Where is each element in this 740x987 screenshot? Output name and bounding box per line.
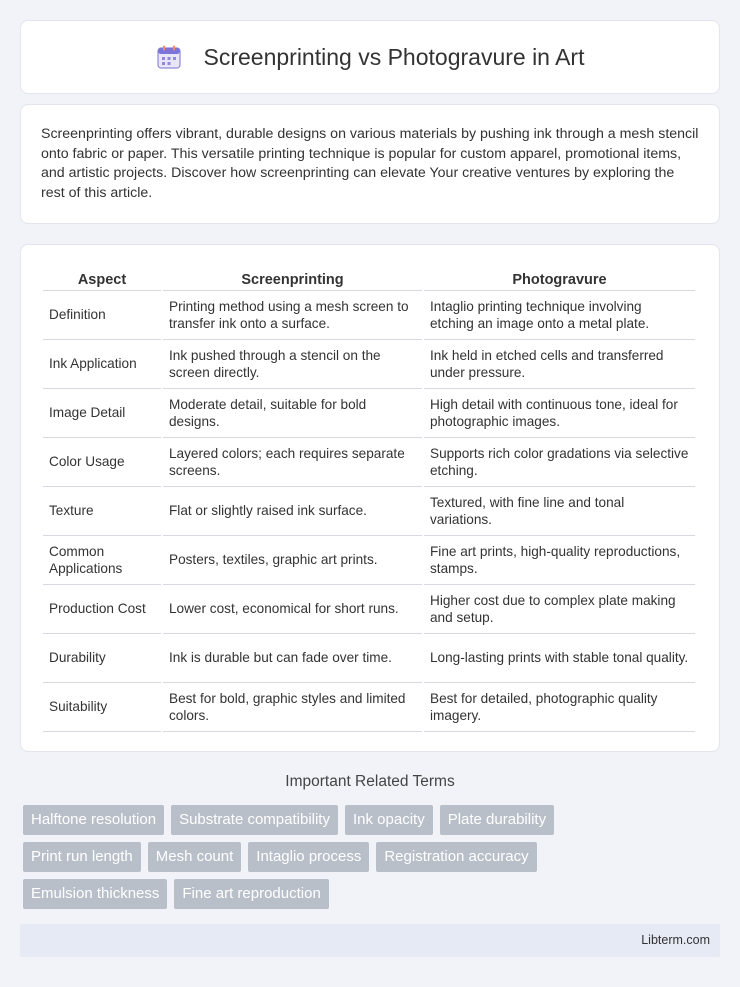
screenprinting-cell: Posters, textiles, graphic art prints. (163, 536, 422, 585)
related-term-tag[interactable]: Print run length (23, 842, 141, 872)
aspect-cell: Suitability (43, 683, 161, 732)
screenprinting-cell: Lower cost, economical for short runs. (163, 585, 422, 634)
comparison-table (41, 265, 697, 732)
related-term-tag[interactable]: Registration accuracy (376, 842, 536, 872)
screenprinting-cell: Ink pushed through a stencil on the screen directly. (163, 340, 422, 389)
table-row (43, 291, 695, 340)
table-row (43, 536, 695, 585)
footer (20, 924, 720, 957)
aspect-cell: Definition (43, 291, 161, 340)
table-header-row (43, 265, 695, 291)
aspect-cell: Common Applications (43, 536, 161, 585)
aspect-cell: Color Usage (43, 438, 161, 487)
photogravure-cell: High detail with continuous tone, ideal for photographic images. (424, 389, 695, 438)
aspect-cell: Texture (43, 487, 161, 536)
related-term-tag[interactable]: Intaglio process (248, 842, 369, 872)
photogravure-cell: Long-lasting prints with stable tonal quality. (424, 634, 695, 683)
table-row (43, 438, 695, 487)
photogravure-cell: Ink held in etched cells and transferred under pressure. (424, 340, 695, 389)
photogravure-cell: Fine art prints, high-quality reproductions, stamps. (424, 536, 695, 585)
tag-row (23, 842, 723, 872)
table-row (43, 683, 695, 732)
intro-card (20, 104, 720, 224)
photogravure-cell: Supports rich color gradations via selective etching. (424, 438, 695, 487)
screenprinting-cell: Ink is durable but can fade over time. (163, 634, 422, 683)
screenprinting-cell: Printing method using a mesh screen to transfer ink onto a surface. (163, 291, 422, 340)
aspect-cell: Production Cost (43, 585, 161, 634)
related-terms-list (23, 805, 723, 916)
photogravure-cell: Best for detailed, photographic quality imagery. (424, 683, 695, 732)
footer-link[interactable]: Libterm.com (641, 933, 710, 947)
column-header: Aspect (43, 265, 161, 291)
screenprinting-cell: Layered colors; each requires separate screens. (163, 438, 422, 487)
screenprinting-cell: Flat or slightly raised ink surface. (163, 487, 422, 536)
table-row (43, 634, 695, 683)
photogravure-cell: Intaglio printing technique involving etching an image onto a metal plate. (424, 291, 695, 340)
column-header: Screenprinting (163, 265, 422, 291)
comparison-card (20, 244, 720, 752)
tag-row (23, 879, 723, 909)
screenprinting-cell: Best for bold, graphic styles and limited colors. (163, 683, 422, 732)
intro-paragraph: Screenprinting offers vibrant, durable designs on various materials by pushing ink through a mesh stencil onto fabric or paper. This versatile printing technique is popular for custom apparel, promotional items, and artistic projects. Discover how screenprinting can elevate Your creative ventures by exploring the rest of this article. (41, 126, 699, 201)
related-term-tag[interactable]: Substrate compatibility (171, 805, 338, 835)
related-term-tag[interactable]: Emulsion thickness (23, 879, 167, 909)
title-card (20, 20, 720, 94)
related-term-tag[interactable]: Halftone resolution (23, 805, 164, 835)
related-term-tag[interactable]: Fine art reproduction (174, 879, 328, 909)
photogravure-cell: Textured, with fine line and tonal variations. (424, 487, 695, 536)
aspect-cell: Ink Application (43, 340, 161, 389)
aspect-cell: Image Detail (43, 389, 161, 438)
column-header: Photogravure (424, 265, 695, 291)
table-row (43, 389, 695, 438)
table-body (43, 291, 695, 732)
table-row (43, 340, 695, 389)
related-term-tag[interactable]: Mesh count (148, 842, 242, 872)
related-terms-title: Important Related Terms (285, 773, 455, 790)
table-row (43, 487, 695, 536)
table-row (43, 585, 695, 634)
tag-row (23, 805, 723, 835)
aspect-cell: Durability (43, 634, 161, 683)
page-title: Screenprinting vs Photogravure in Art (203, 43, 585, 70)
related-term-tag[interactable]: Ink opacity (345, 805, 433, 835)
calendar-icon (156, 44, 182, 70)
screenprinting-cell: Moderate detail, suitable for bold designs. (163, 389, 422, 438)
photogravure-cell: Higher cost due to complex plate making and setup. (424, 585, 695, 634)
related-term-tag[interactable]: Plate durability (440, 805, 554, 835)
